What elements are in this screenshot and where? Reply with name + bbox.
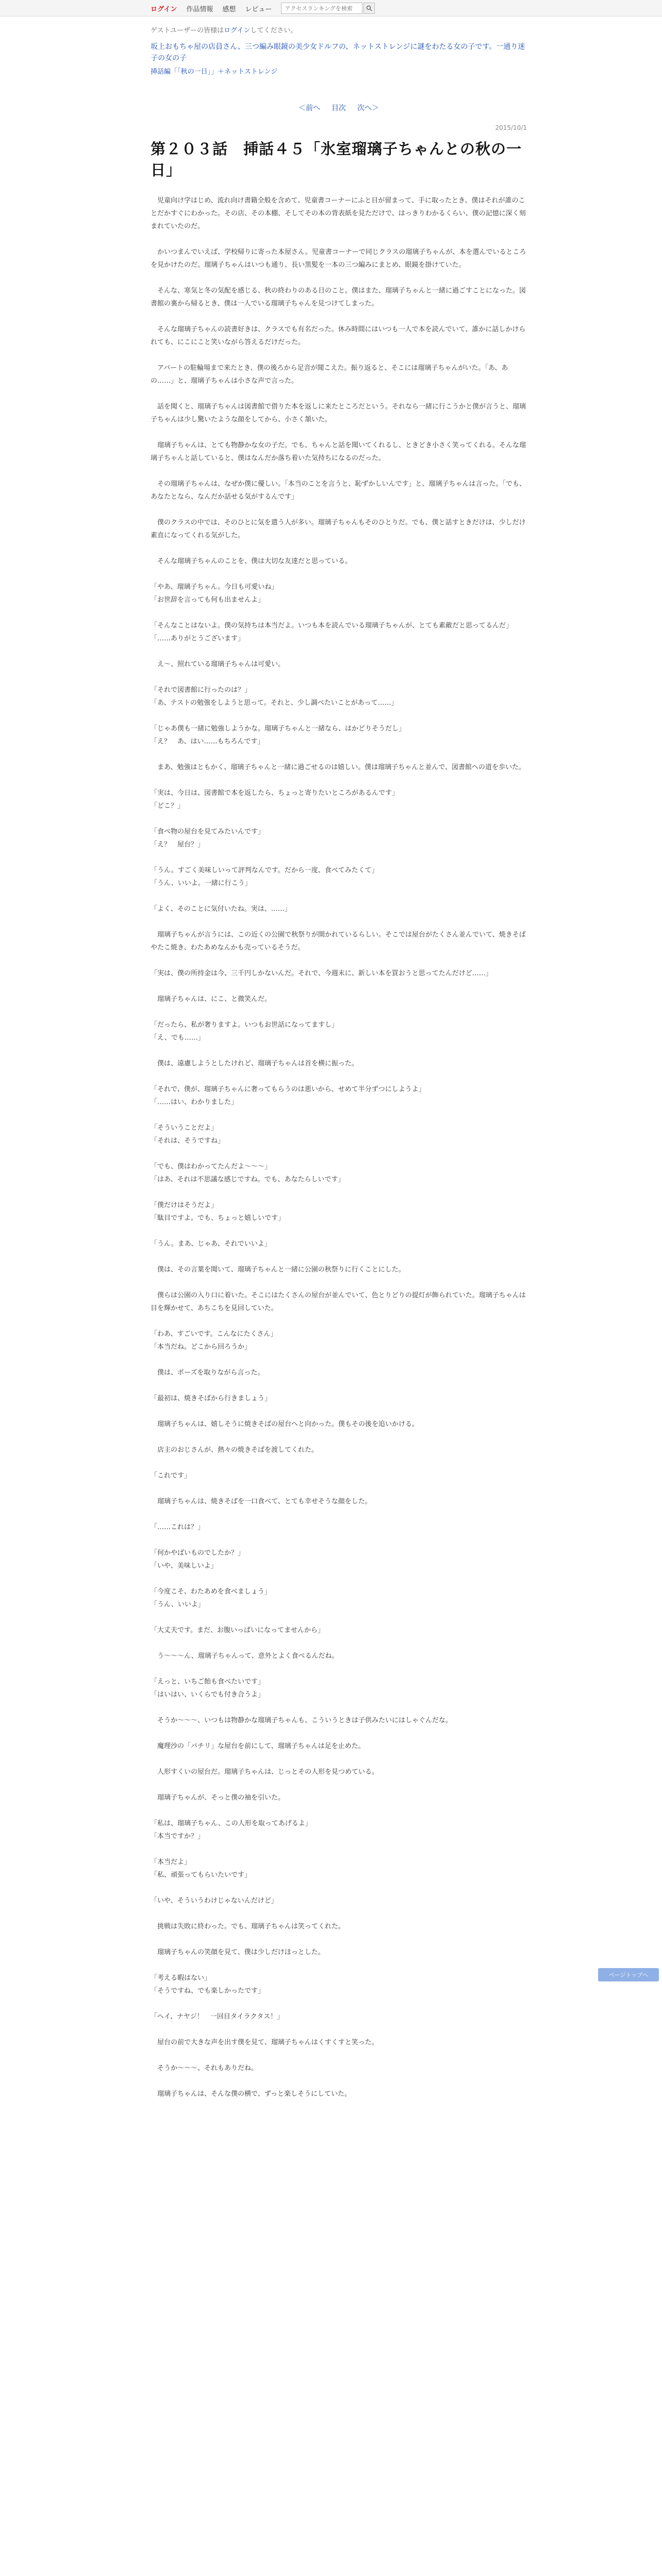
story-paragraph: 瑠璃子ちゃんの笑顔を見て、僕は少しだけほっとした。 bbox=[151, 1948, 325, 1957]
story-paragraph: 店主のおじさんが、熱々の焼きそばを渡してくれた。 bbox=[151, 1446, 319, 1454]
guest-login-link[interactable]: ログイン bbox=[223, 27, 251, 35]
search-button[interactable] bbox=[363, 3, 375, 14]
story-paragraph: 「そういうことだよ」 「それは、そうですね」 bbox=[151, 1124, 225, 1145]
next-link[interactable]: 次へ＞ bbox=[357, 104, 379, 113]
story-paragraph: 「そんなことはないよ。僕の気持ちは本当だよ。いつも本を読んでいる瑠璃子ちゃんが、とても素敵だと思ってるんだ」 「……ありがとうございます」 bbox=[151, 622, 513, 643]
story-paragraph: 僕らは公園の入り口に着いた。そこにはたくさんの屋台が並んでいて、色とりどりの提灯が飾られていた。瑠璃子ちゃんは目を輝かせて、あちこちを見回していた。 bbox=[151, 1292, 526, 1313]
toc-link[interactable]: 目次 bbox=[332, 104, 346, 113]
story-paragraph: 「今度こそ、わたあめを食べましょう」 「うん、いいよ」 bbox=[151, 1588, 271, 1609]
story-paragraph: 瑠璃子ちゃんは、そんな僕の横で、ずっと楽しそうにしていた。 bbox=[151, 2090, 351, 2098]
main-content bbox=[151, 25, 527, 2113]
story-paragraph: 瑠璃子ちゃんが、そっと僕の袖を引いた。 bbox=[151, 1794, 285, 1802]
story-paragraph: 「これです」 bbox=[151, 1472, 191, 1480]
series-title-link[interactable]: 坂上おもちゃ屋の店員さん、三つ編み眼鏡の美少女ドルフの、ネットストレンジに謎をわたる女の子です。一通り迷子の女の子 bbox=[151, 43, 525, 62]
story-paragraph: 「最初は、焼きそばから行きましょう」 bbox=[151, 1395, 272, 1403]
guest-note-prefix: ゲストユーザーの皆様は bbox=[151, 27, 224, 35]
story-paragraph: そんな瑠璃子ちゃんのことを、僕は大切な友達だと思っている。 bbox=[151, 557, 352, 566]
story-paragraph: 「考える暇はない」 「そうですね、でも楽しかったです」 bbox=[151, 1974, 265, 1995]
story-paragraph: 「大丈夫です。まだ、お腹いっぱいになってませんから」 bbox=[151, 1626, 324, 1635]
story-paragraph: かいつまんでいえば、学校帰りに寄った本屋さん。児童書コーナーで同じクラスの瑠璃子ちゃんが、本を選んでいるところを見かけたのだ。瑠璃子ちゃんはいつも通り、長い黒髪を一本の三つ編みにまとめ、眼鏡を掛けていた。 bbox=[151, 248, 526, 269]
post-date: 2015/10/1 bbox=[495, 124, 527, 132]
story-paragraph: 話を聞くと、瑠璃子ちゃんは図書館で借りた本を返しに来たところだという。それなら一緒に行こうかと僕が言うと、瑠璃子ちゃんは少し驚いたような顔をしてから、小さく頷いた。 bbox=[151, 403, 526, 424]
guest-note bbox=[151, 25, 527, 35]
story-paragraph: 瑠璃子ちゃんは、とても物静かな女の子だ。でも、ちゃんと話を聞いてくれるし、ときどき小さく笑ってくれる。そんな瑠璃子ちゃんと話していると、僕はなんだか落ち着いた気持ちになるのだった。 bbox=[151, 442, 526, 463]
story-paragraph: 「えっと、いちご飴も食べたいです」 「はいはい、いくらでも付き合うよ」 bbox=[151, 1678, 265, 1699]
nav-item-work-info[interactable]: 作品情報 bbox=[186, 5, 213, 13]
story-paragraph: 挑戦は失敗に終わった。でも、瑠璃子ちゃんは笑ってくれた。 bbox=[151, 1923, 345, 1931]
pager bbox=[151, 103, 527, 113]
story-paragraph: 「だったら、私が奢りますよ。いつもお世話になってますし」 「え、でも……」 bbox=[151, 1021, 339, 1042]
story-paragraph: 「それで、僕が、瑠璃子ちゃんに奢ってもらうのは悪いから、せめて半分ずつにしようよ」 「……はい、わかりました」 bbox=[151, 1086, 425, 1107]
story-paragraph: 「実は、僕の所持金は今、三千円しかないんだ。それで、今週末に、新しい本を買おうと思ってたんだけど……」 bbox=[151, 970, 492, 978]
story-paragraph: そんな瑠璃子ちゃんの読書好きは、クラスでも有名だった。休み時間にはいつも一人で本を読んでいて、誰かに話しかけられても、にこにこと笑いながら答えるだけだった。 bbox=[151, 326, 526, 347]
story-paragraph: 「よく、そのことに気付いたね。実は、……」 bbox=[151, 905, 291, 913]
story-paragraph: 僕は、その言葉を聞いて、瑠璃子ちゃんと一緒に公園の秋祭りに行くことにした。 bbox=[151, 1266, 405, 1274]
episode-title: 第２０３話 挿話４５「氷室瑠璃子ちゃんとの秋の一日」 bbox=[151, 140, 522, 179]
story-paragraph: 「……これは？」 bbox=[151, 1523, 205, 1532]
story-paragraph: 「うん。すごく美味しいって評判なんです。だから一度、食べてみたくて」 「うん、いいよ。一緒に行こう」 bbox=[151, 867, 378, 888]
story-paragraph: う〜〜〜ん、瑠璃子ちゃんって、意外とよく食べるんだね。 bbox=[151, 1652, 339, 1660]
chapter-link[interactable]: 挿話編「「秋の一日」」＋ネットストレンジ bbox=[151, 68, 278, 76]
story-paragraph: 僕は、ポーズを取りながら言った。 bbox=[151, 1369, 264, 1377]
top-nav-inner bbox=[151, 0, 375, 16]
story-paragraph: そうか〜〜〜、いつもは物静かな瑠璃子ちゃんも、こういうときは子供みたいにはしゃぐんだな。 bbox=[151, 1717, 453, 1725]
story-paragraph: 僕のクラスの中では、そのひとに気を遣う人が多い。瑠璃子ちゃんもそのひとりだ。でも、僕と話すときだけは、少しだけ素直になってくれる気がした。 bbox=[151, 519, 526, 540]
story-paragraph: アパートの駐輪場まで来たとき、僕の後ろから足音が聞こえた。振り返ると、そこには瑠璃子ちゃんがいた。「あ、あの……」と、瑠璃子ちゃんは小さな声で言った。 bbox=[151, 364, 508, 385]
prev-link[interactable]: ＜前へ bbox=[299, 104, 320, 113]
story-paragraph: 瑠璃子ちゃんは、嬉しそうに焼きそばの屋台へと向かった。僕もその後を追いかける。 bbox=[151, 1420, 419, 1429]
story-paragraph: 「ヘイ、ナヤジ！ 一回目タイラクタス！」 bbox=[151, 2013, 284, 2021]
story-paragraph: 児童向け学はじめ、流れ向け書籍全般を含めて、児童書コーナーにふと目が留まって、手に取ったとき、僕はそれが誰のことだかすぐにわかった。その店、その本棚、そしてその本の背表紙を見ただけで、はっきりわかるくらい、僕の記憶に深く刻まれていたのだ。 bbox=[151, 197, 526, 231]
nav-item-reviews[interactable]: レビュー bbox=[245, 5, 272, 13]
guest-note-suffix: してください。 bbox=[250, 27, 297, 35]
story-paragraph: 「それで図書館に行ったのは？」 「あ、テストの勉強をしようと思って。それと、少し調べたいことがあって……」 bbox=[151, 686, 398, 707]
page-top-button[interactable]: ページトップへ bbox=[598, 1968, 659, 1981]
story-paragraph: そんな、寒気と冬の気配を感じる、秋の終わりのある日のこと。僕はまた、瑠璃子ちゃんと一緒に過ごすことになった。図書館の裏から帰るとき、僕は一人でいる瑠璃子ちゃんを見つけてしまった。 bbox=[151, 287, 526, 308]
search-icon bbox=[366, 5, 372, 11]
story-paragraph: その瑠璃子ちゃんは、なぜか僕に優しい。「本当のことを言うと、恥ずかしいんです」と、瑠璃子ちゃんは言った。「でも、あなたとなら、なんだか話せる気がするんです」 bbox=[151, 480, 526, 501]
story-paragraph: 「やあ、瑠璃子ちゃん。今日も可愛いね」 「お世辞を言っても何も出ませんよ」 bbox=[151, 583, 278, 604]
story-paragraph: 僕は、遠慮しようとしたけれど、瑠璃子ちゃんは首を横に振った。 bbox=[151, 1060, 359, 1068]
story-paragraph: 魔理沙の「パチリ」な屋台を前にして、瑠璃子ちゃんは足を止めた。 bbox=[151, 1742, 365, 1751]
story-paragraph: 「わあ、すごいです。こんなにたくさん」 「本当だね。どこから回ろうか」 bbox=[151, 1330, 277, 1351]
story-paragraph: 人形すくいの屋台だ。瑠璃子ちゃんは、じっとその人形を見つめている。 bbox=[151, 1768, 379, 1776]
story-paragraph: え〜、照れている瑠璃子ちゃんは可愛い。 bbox=[151, 660, 285, 669]
story-paragraph: 「僕だけはそうだよ」 「駄目ですよ。でも、ちょっと嬉しいです」 bbox=[151, 1201, 285, 1223]
story-paragraph: 瑠璃子ちゃんは、焼きそばを一口食べて、とても幸せそうな顔をした。 bbox=[151, 1498, 372, 1506]
story-paragraph: 「何かやばいものでしたか？」 「いや、美味しいよ」 bbox=[151, 1549, 245, 1570]
story-paragraph: 瑠璃子ちゃんが言うには、この近くの公園で秋祭りが開かれているらしい。そこでは屋台がたくさん並んでいて、焼きそばやたこ焼き、わたあめなんかも売っているそうだ。 bbox=[151, 931, 526, 952]
story-paragraph: 屋台の前で大きな声を出す僕を見て、瑠璃子ちゃんはくすくすと笑った。 bbox=[151, 2039, 378, 2047]
story-paragraph: 「私は、瑠璃子ちゃん、この人形を取ってあげるよ」 「本当ですか？」 bbox=[151, 1820, 312, 1841]
story-paragraph: 「実は、今日は、図書館で本を返したら、ちょっと寄りたいところがあるんです」 「どこ？」 bbox=[151, 789, 399, 810]
story-paragraph: そうか〜〜〜、それもありだね。 bbox=[151, 2064, 258, 2073]
story-paragraph: 「でも、僕はわかってたんだよ〜〜〜」 「はあ、それは不思議な感じですね。でも、あなたらしいです」 bbox=[151, 1163, 345, 1184]
story-paragraph: まあ、勉強はともかく、瑠璃子ちゃんと一緒に過ごせるのは嬉しい。僕は瑠璃子ちゃんと並んで、図書館への道を歩いた。 bbox=[151, 764, 525, 772]
nav-item-impressions[interactable]: 感想 bbox=[222, 5, 236, 13]
login-link[interactable]: ログイン bbox=[151, 5, 177, 13]
search-input[interactable] bbox=[281, 3, 362, 14]
story-body bbox=[151, 194, 527, 2100]
story-paragraph: 「うん。まあ、じゃあ、それでいいよ」 bbox=[151, 1240, 271, 1248]
story-paragraph: 「食べ物の屋台を見てみたいんです」 「え？ 屋台？」 bbox=[151, 828, 265, 849]
story-paragraph: 瑠璃子ちゃんは、にこ、と微笑んだ。 bbox=[151, 995, 272, 1004]
top-nav bbox=[0, 0, 662, 16]
story-paragraph: 「本当だよ」 「私、頑張ってもらいたいです」 bbox=[151, 1858, 252, 1879]
story-paragraph: 「じゃあ僕も一緒に勉強しようかな。瑠璃子ちゃんと一緒なら、はかどりそうだし」 「え？ あ、はい……もちろんです」 bbox=[151, 725, 406, 746]
story-paragraph: 「いや、そういうわけじゃないんだけど」 bbox=[151, 1897, 278, 1905]
